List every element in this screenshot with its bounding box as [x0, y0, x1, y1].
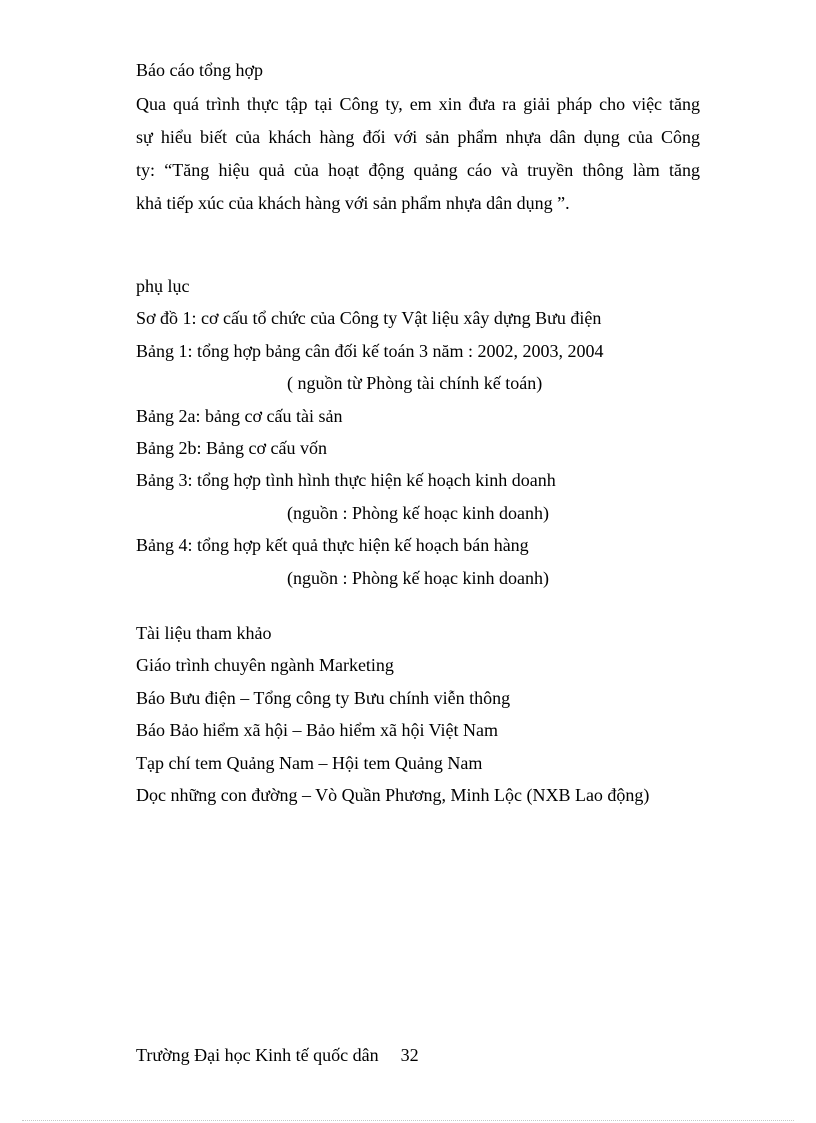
paragraph-line: khả tiếp xúc của khách hàng với sản phẩm nhựa dân dụng ”. [136, 193, 570, 213]
paragraph-line: Qua quá trình thực tập tại Công ty, em xin đưa ra giải pháp cho việc tăng [136, 94, 700, 114]
appendix-section [136, 270, 700, 594]
header-text: Báo cáo tổng hợp [136, 60, 263, 80]
references-title: Tài liệu tham khảo [136, 623, 272, 643]
appendix-source: ( nguồn từ Phòng tài chính kế toán) [287, 373, 543, 394]
appendix-source: (nguồn : Phòng kế hoạc kinh doanh) [287, 567, 549, 588]
appendix-item: Bảng 2a: bảng cơ cấu tài sản [136, 405, 343, 426]
reference-item: Dọc những con đường – Vò Quần Phương, Minh Lộc (NXB Lao động) [136, 784, 650, 805]
appendix-item: Sơ đồ 1: cơ cấu tổ chức của Công ty Vật liệu xây dựng Bưu điện [136, 308, 602, 329]
appendix-item: Bảng 1: tổng hợp bảng cân đối kế toán 3 năm : 2002, 2003, 2004 [136, 340, 604, 361]
page-footer [136, 1040, 419, 1070]
paragraph-line: ty: “Tăng hiệu quả của hoạt động quảng cáo và truyền thông làm tăng [136, 160, 700, 180]
intro-paragraph [136, 88, 700, 220]
references-section [136, 617, 700, 811]
appendix-item: Bảng 4: tổng hợp kết quả thực hiện kế hoạch bán hàng [136, 535, 529, 556]
page-header [136, 54, 700, 86]
reference-item: Báo Bảo hiểm xã hội – Bảo hiểm xã hội Việt Nam [136, 720, 499, 741]
reference-item: Giáo trình chuyên ngành Marketing [136, 655, 394, 676]
page-boundary-divider [22, 1120, 794, 1121]
appendix-title: phụ lục [136, 276, 190, 296]
reference-item: Báo Bưu điện – Tổng công ty Bưu chính viễn thông [136, 687, 511, 708]
reference-item: Tạp chí tem Quảng Nam – Hội tem Quảng Nam [136, 752, 483, 773]
appendix-item: Bảng 2b: Bảng cơ cấu vốn [136, 437, 327, 458]
appendix-item: Bảng 3: tổng hợp tình hình thực hiện kế hoạch kinh doanh [136, 470, 556, 491]
appendix-source: (nguồn : Phòng kế hoạc kinh doanh) [287, 502, 549, 523]
page-number: 32 [400, 1045, 419, 1065]
footer-school: Trường Đại học Kinh tế quốc dân [136, 1045, 379, 1065]
paragraph-line: sự hiểu biết của khách hàng đối với sản phẩm nhựa dân dụng của Công [136, 127, 700, 147]
